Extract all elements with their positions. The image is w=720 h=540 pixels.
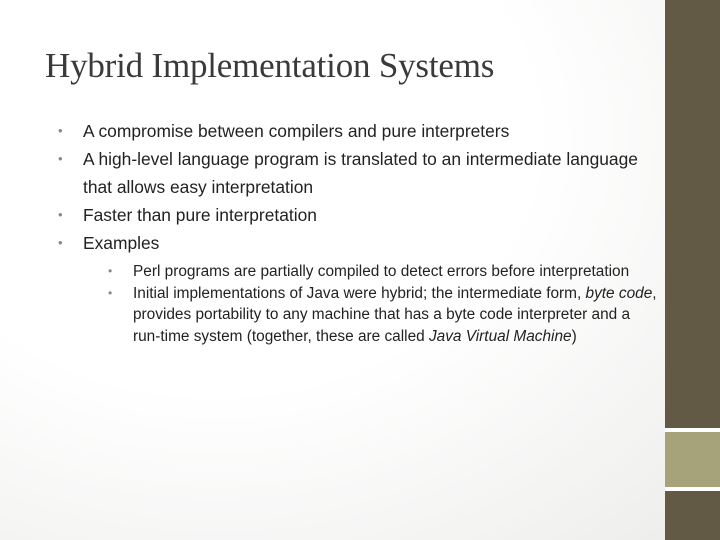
italic-term: Java Virtual Machine <box>428 327 572 345</box>
bullet-text: A compromise between compilers and pure interpreters <box>83 121 510 141</box>
bullet-item <box>55 145 660 201</box>
bullet-list <box>55 117 660 347</box>
sub-bullet-list <box>83 261 660 347</box>
bullet-icon: • <box>108 264 113 278</box>
bullet-item <box>55 201 660 229</box>
bullet-item <box>55 229 660 347</box>
bullet-icon: • <box>58 151 63 166</box>
sidebar-accent-block <box>665 432 720 487</box>
sub-bullet-item <box>108 261 660 283</box>
bullet-text: Faster than pure interpretation <box>83 205 317 225</box>
bullet-text: A high-level language program is translated to an intermediate language that allows easy interpretation <box>83 149 638 197</box>
sub-bullet-text: Perl programs are partially compiled to detect errors before interpretation <box>133 263 630 280</box>
bullet-icon: • <box>108 285 113 300</box>
bullet-icon: • <box>58 235 63 250</box>
slide-body <box>55 117 660 347</box>
text-run: Initial implementations of Java were hybrid; the intermediate form, <box>133 284 586 302</box>
sub-bullet-text <box>133 285 657 345</box>
slide-title: Hybrid Implementation Systems <box>45 46 495 85</box>
italic-term: byte code <box>585 284 653 302</box>
bullet-icon: • <box>58 123 63 138</box>
text-run: , provides portability to any machine that has a byte code interpreter and a run-time system (together, these are called <box>133 284 657 345</box>
sidebar-divider <box>665 487 720 491</box>
bullet-icon: • <box>58 207 63 222</box>
sub-bullet-item <box>108 283 660 348</box>
text-run: ) <box>571 327 577 345</box>
bullet-text: Examples <box>83 233 160 253</box>
bullet-item <box>55 117 660 145</box>
